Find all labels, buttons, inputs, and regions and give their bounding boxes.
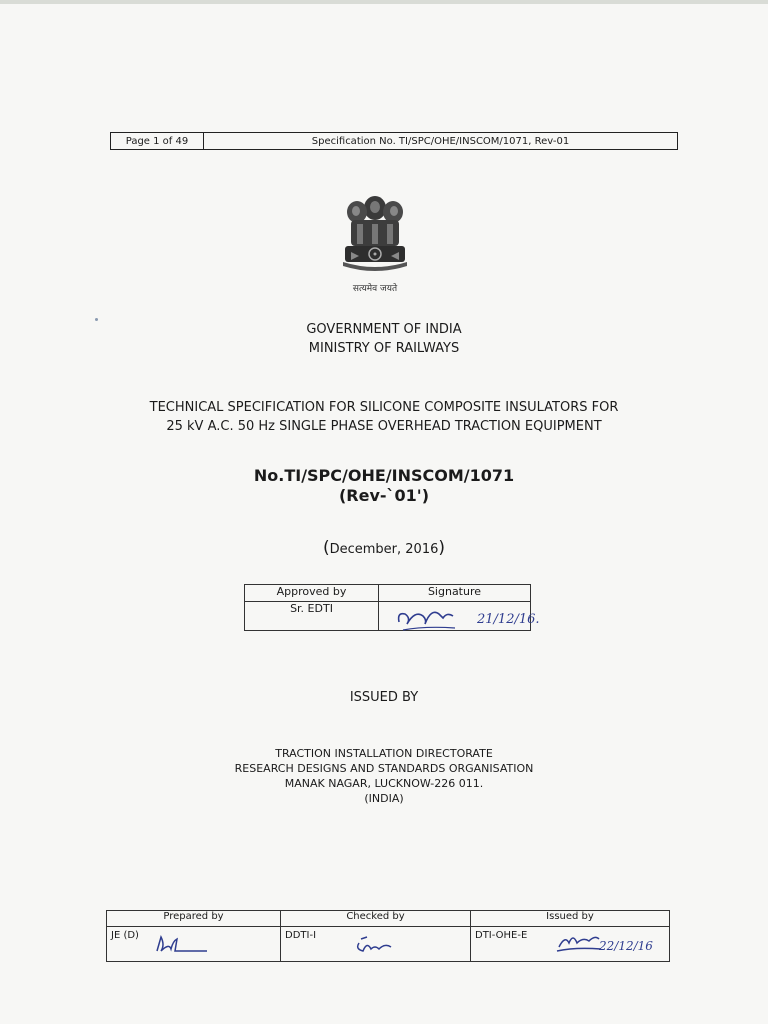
issued-signature-date: 22/12/16 — [599, 939, 653, 953]
issued-signature-icon — [555, 929, 603, 957]
checked-signature-icon — [353, 933, 399, 957]
signature-header: Signature — [379, 585, 531, 602]
address-line-4: (INDIA) — [364, 792, 404, 805]
document-title — [0, 398, 768, 436]
prepared-by-cell — [107, 927, 281, 962]
approver-signature-icon — [395, 604, 465, 634]
government-heading — [0, 320, 768, 358]
prepared-role: JE (D) — [111, 930, 139, 941]
government-line: GOVERNMENT OF INDIA — [306, 322, 462, 337]
prepared-signature-icon — [153, 931, 209, 957]
specification-reference: Specification No. TI/SPC/OHE/INSCOM/1071, Rev-01 — [311, 135, 570, 147]
approval-table — [244, 584, 540, 631]
approver-signature-date: 21/12/16. — [477, 612, 540, 627]
checked-role: DDTI-I — [285, 930, 317, 941]
national-emblem-icon — [337, 190, 413, 280]
page-top-edge — [0, 0, 768, 4]
date-text: December, 2016 — [329, 542, 439, 557]
scan-speck — [95, 318, 98, 321]
prepared-by-header: Prepared by — [107, 911, 281, 927]
page-number: Page 1 of 49 — [111, 133, 204, 149]
title-line-2: 25 kV A.C. 50 Hz SINGLE PHASE OVERHEAD TRACTION EQUIPMENT — [166, 419, 602, 434]
page-header-table — [110, 132, 678, 150]
issued-role: DTI-OHE-E — [475, 930, 528, 941]
approver-name: Sr. EDTI — [245, 602, 379, 631]
approver-signature-cell — [379, 602, 540, 631]
address-line-1: TRACTION INSTALLATION DIRECTORATE — [275, 747, 493, 760]
checked-by-header: Checked by — [281, 911, 471, 927]
document-date: (December, 2016) — [322, 538, 446, 558]
specification-number — [0, 466, 768, 506]
issued-by-header: Issued by — [471, 911, 670, 927]
address-line-2: RESEARCH DESIGNS AND STANDARDS ORGANISATION — [234, 762, 534, 775]
ministry-line: MINISTRY OF RAILWAYS — [308, 341, 460, 356]
signoff-table — [106, 910, 670, 962]
issuing-address — [0, 746, 768, 806]
checked-by-cell — [281, 927, 471, 962]
revision-line: (Rev-`01') — [338, 486, 430, 505]
emblem-motto: सत्यमेव जयते — [352, 284, 398, 294]
spec-number-line: No.TI/SPC/OHE/INSCOM/1071 — [253, 466, 515, 485]
issued-by-cell — [471, 927, 670, 962]
issued-by-heading: ISSUED BY — [349, 690, 419, 705]
address-line-3: MANAK NAGAR, LUCKNOW-226 011. — [284, 777, 484, 790]
title-line-1: TECHNICAL SPECIFICATION FOR SILICONE COMPOSITE INSULATORS FOR — [149, 400, 619, 415]
approved-by-header: Approved by — [245, 585, 379, 602]
